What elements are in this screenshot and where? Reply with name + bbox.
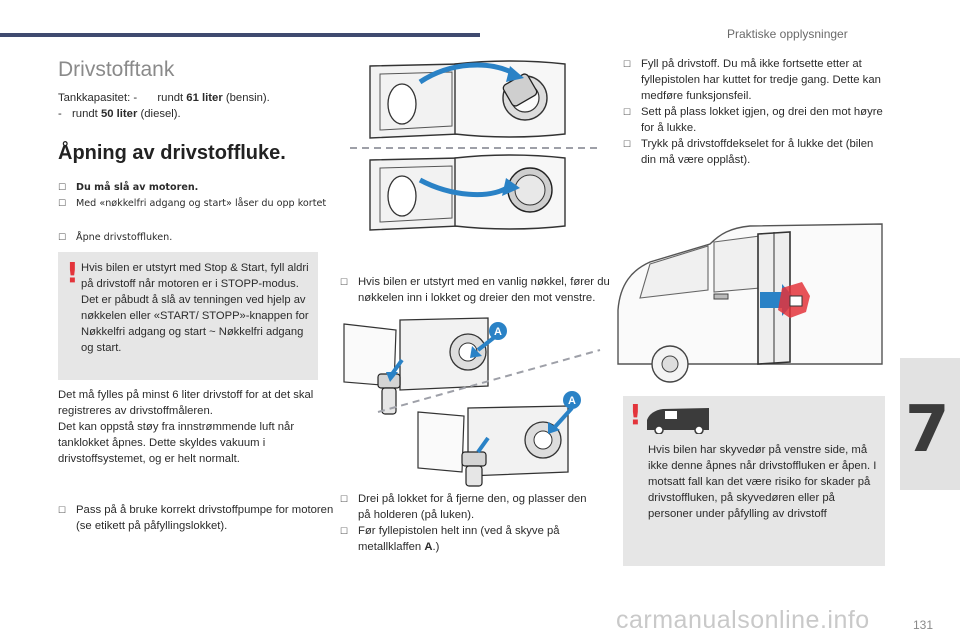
- right-step-3-text: Trykk på drivstoffdekselet for å lukke det (bilen din må være opplåst).: [641, 138, 874, 166]
- watermark: carmanualsonline.info: [616, 606, 870, 634]
- capacity-approx: rundt: [157, 92, 187, 104]
- warning-text: Hvis bilen er utstyrt med Stop & Start, fyll aldri på drivstoff når motoren er i STOPP-modus. Det er påbudt å slå av tenningen ved hjelp av nøkkelen eller «START/ STOPP»-knappen for Nøkkelfri adgang og start ~ Nøkkelfri adgang og start.: [81, 262, 309, 354]
- opening-step-3: ☐ Åpne drivstoffluken.: [58, 232, 173, 243]
- opening-heading: Åpning av drivstoffluke.: [58, 142, 286, 164]
- page-number: 131: [913, 618, 934, 632]
- right-step-2-text: Sett på plass lokket igjen, og drei den mot høyre for å lukke.: [641, 106, 883, 134]
- capacity-petrol-type: (bensin).: [222, 92, 270, 104]
- middle-step-2: ☐ Før fyllepistolen helt inn (ved å skyve på metallklaffen A.): [340, 525, 560, 553]
- right-steps: [623, 56, 888, 168]
- capacity-line-diesel: [58, 106, 318, 122]
- capacity-label: Tankkapasitet: -: [58, 92, 138, 104]
- middle-step-2-text: Før fyllepistolen helt inn (ved å skyve på metallklaffen: [358, 525, 560, 553]
- capacity-line-petrol: [58, 90, 318, 106]
- capacity-diesel-value: 50 liter: [100, 108, 138, 120]
- van-small-icon: [645, 406, 713, 434]
- opening-step-1-text: Du må slå av motoren.: [76, 182, 199, 193]
- capacity-petrol-value: 61 liter: [186, 92, 223, 104]
- right-step-2: ☐ Sett på plass lokket igjen, og drei den mot høyre for å lukke.: [623, 106, 883, 134]
- fuel-cap-close-illustration: [370, 155, 565, 230]
- label-a: A: [494, 326, 502, 338]
- page-title: Drivstofftank: [58, 58, 175, 81]
- warning-icon: !: [66, 256, 79, 289]
- warning-icon-2: !: [629, 398, 642, 431]
- middle-step-1-text: Drei på lokket for å fjerne den, og plasser den på holderen (på luken).: [358, 493, 587, 521]
- capacity-approx-2: rundt: [72, 108, 101, 120]
- chapter-number: 7: [905, 393, 950, 467]
- label-a-2: A: [568, 395, 576, 407]
- fuel-cap-figure-top: [340, 56, 610, 236]
- info-para-2: Det kan oppstå støy fra innstrømmende luft når tanklokket åpnes. Dette skyldes vakuum i drivstoffsystemet, og er helt normalt.: [58, 421, 295, 465]
- capacity-dash: -: [58, 108, 62, 120]
- info-para-1: Det må fylles på minst 6 liter drivstoff for at det skal registreres av drivstoffmåleren.: [58, 389, 314, 417]
- capacity-diesel-type: (diesel).: [137, 108, 181, 120]
- pump-note: ☐ Pass på å bruke korrekt drivstoffpumpe for motoren (se etikett på påfyllingslokket).: [58, 504, 334, 532]
- opening-steps: [58, 180, 328, 246]
- opening-step-2-text: Med «nøkkelfri adgang og start» låser du opp kortet: [76, 198, 327, 209]
- warning-box-sliding-door: [623, 396, 885, 566]
- capacity-block: [58, 90, 318, 122]
- header-bar: [0, 33, 480, 37]
- van-side-window: [714, 236, 760, 292]
- middle-step-2-end: .): [432, 541, 440, 553]
- section-title: Praktiske opplysninger: [727, 27, 848, 41]
- opening-step-3-text: Åpne drivstoffluken.: [76, 232, 173, 243]
- middle-step-1: ☐ Drei på lokket for å fjerne den, og plasser den på holderen (på luken).: [340, 493, 587, 521]
- fuel-door-open-illustration: [370, 61, 565, 138]
- opening-step-1: ☐ Du må slå av motoren.: [58, 182, 199, 193]
- middle-step-2-label: A: [424, 541, 433, 553]
- van-windshield: [640, 246, 708, 298]
- door-handle: [714, 294, 728, 299]
- key-note-text: Hvis bilen er utstyrt med en vanlig nøkkel, fører du nøkkelen inn i lokket og dreier den mot venstre.: [358, 276, 610, 304]
- nozzle-insert-illustration: [418, 391, 581, 486]
- pump-note-text: Pass på å bruke korrekt drivstoffpumpe for motoren (se etikett på påfyllingslokket).: [76, 504, 334, 532]
- warning-box-stop-start: [58, 252, 318, 380]
- warning-2-text: Hvis bilen har skyvedør på venstre side, må ikke denne åpnes når drivstoffluken er åpen. I motsatt fall kan det være risiko for skader på drivstoffluken, på skyvedøren eller på personer under påfylling av drivstoff: [648, 444, 877, 520]
- right-step-1: ☐ Fyll på drivstoff. Du må ikke fortsette etter at fyllepistolen har kuttet for tredje gang. Dette kan medføre funksjonsfeil.: [623, 58, 881, 102]
- fuel-cap-figure-bottom: [338, 316, 606, 488]
- info-block: [58, 387, 320, 467]
- opening-step-2: ☐ Med «nøkkelfri adgang og start» låser du opp kortet: [58, 198, 327, 209]
- right-step-1-text: Fyll på drivstoff. Du må ikke fortsette etter at fyllepistolen har kuttet for tredje gang. Dette kan medføre funksjonsfeil.: [641, 58, 881, 102]
- middle-steps: [340, 491, 602, 555]
- van-illustration: [610, 214, 890, 384]
- key-note: ☐ Hvis bilen er utstyrt med en vanlig nøkkel, fører du nøkkelen inn i lokket og dreier den mot venstre.: [340, 276, 610, 304]
- right-step-3: ☐ Trykk på drivstoffdekselet for å lukke det (bilen din må være opplåst).: [623, 138, 874, 166]
